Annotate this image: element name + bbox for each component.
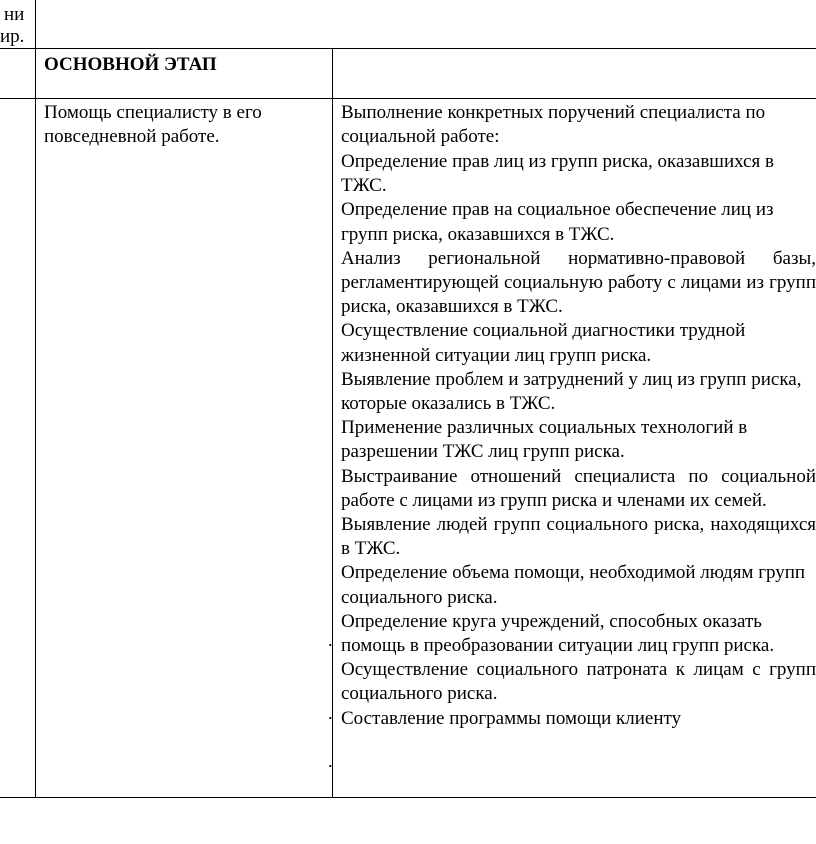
list-item: Выстраивание отношений специалиста по социальной работе с лицами из групп риска и членами их семей. xyxy=(341,465,816,511)
list-item: Определение объема помощи, необходимой людям групп социального риска. xyxy=(341,562,806,608)
list-item: Определение круга учреждений, способных оказать помощь в преобразовании ситуации лиц групп риска. xyxy=(341,610,775,657)
table-rule-section xyxy=(0,98,816,99)
table-rule-bottom xyxy=(0,797,816,798)
list-item: Определение прав на социальное обеспечение лиц из групп риска, оказавшихся в ТЖС. xyxy=(341,199,774,245)
list-marker: . xyxy=(328,630,333,650)
content-intro: Выполнение конкретных поручений специалиста по социальной работе: xyxy=(341,102,766,147)
list-item: Осуществление социальной диагностики трудной жизненной ситуации лиц групп риска. xyxy=(341,320,746,366)
list-item: Выявление людей групп социального риска, находящихся в ТЖС. xyxy=(341,514,816,560)
column-divider-2 xyxy=(332,48,333,798)
task-cell: Помощь специалисту в его повседневной работе. xyxy=(44,102,262,147)
list-item: Выявление проблем и затруднений у лиц из групп риска, которые оказались в ТЖС. xyxy=(341,368,802,415)
list-item: Осуществление социального патроната к лицам с групп социального риска. xyxy=(341,659,816,705)
list-item: Составление программы помощи клиенту xyxy=(341,707,682,729)
column-divider-1 xyxy=(35,48,36,798)
section-heading: ОСНОВНОЙ ЭТАП xyxy=(44,54,217,75)
list-item: Определение прав лиц из групп риска, оказавшихся в ТЖС. xyxy=(341,151,774,197)
list-item: Применение различных социальных технологий в разрешении ТЖС лиц групп риска. xyxy=(341,417,748,463)
top-fragment-line1: ни xyxy=(4,4,25,25)
task-list xyxy=(341,150,816,731)
list-item: Анализ региональной нормативно-правовой базы, регламентирующей социальную работу с лицами из групп риска, оказавшихся в ТЖС. xyxy=(341,247,816,318)
table-rule-top xyxy=(0,48,816,49)
table-border-top-left xyxy=(35,0,36,48)
list-marker: . xyxy=(328,703,333,723)
list-marker: . xyxy=(328,751,333,771)
top-fragment-line2: ир. xyxy=(0,26,25,47)
top-row-fragment xyxy=(0,4,24,48)
